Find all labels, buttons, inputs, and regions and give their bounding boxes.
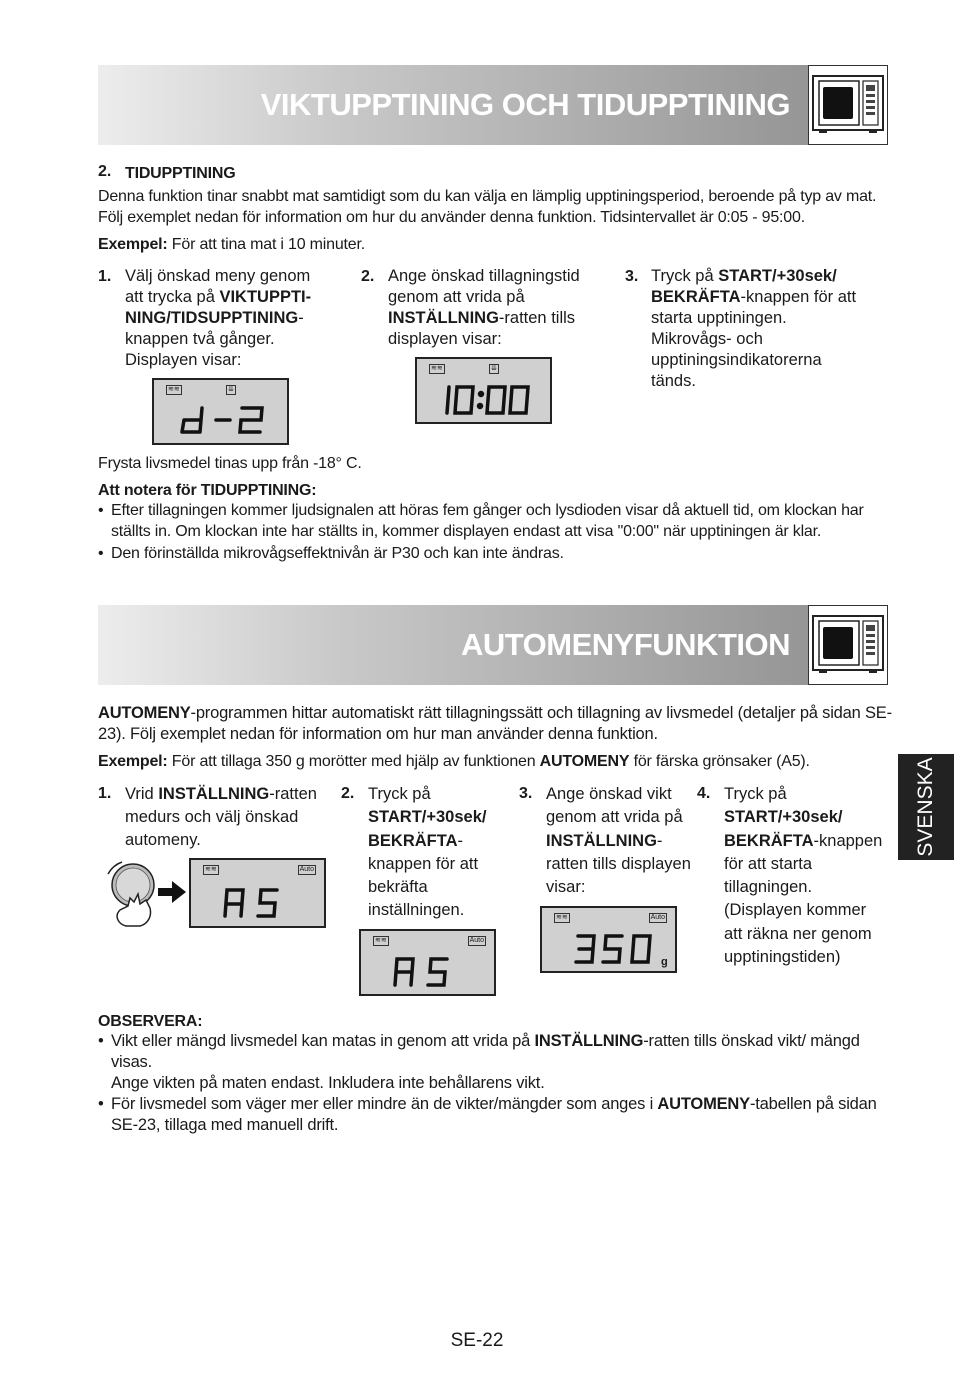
step-text — [125, 266, 330, 371]
step-text — [651, 266, 866, 392]
example-text: För att tina mat i 10 minuter. — [167, 236, 365, 253]
example-text: För att tillaga 350 g morötter med hjälp av funktionen — [167, 753, 540, 770]
obs-item — [111, 1094, 892, 1136]
heading-number: 2. — [98, 163, 112, 180]
intro-paragraph: Denna funktion tinar snabbt mat samtidigt som du kan välja en lämplig upptiningsperiod, beroende på typ av mat. Följ exemplet nedan för information om hur du använder denna funktion. Tidsintervallet är 0:05 - 95:00. — [98, 188, 877, 226]
step-text-part: -knappen för att starta upptiningen. Mikrovågs- och upptiningsindikatorerna tänds. — [651, 288, 857, 390]
section-heading: TIDUPPTINING — [125, 165, 236, 182]
dial-hand-icon — [100, 858, 190, 935]
step-number: 3. — [625, 268, 639, 285]
lcd-display — [540, 906, 677, 973]
step-text — [546, 783, 696, 899]
button-name: VIKTUPPTI-NING/TIDSUPPTINING — [125, 288, 312, 327]
step-text-part: Ange önskad vikt genom att vrida på — [546, 785, 683, 827]
defrost-indicator-icon: ⇊ — [491, 365, 497, 372]
auto-badge: Auto — [299, 866, 314, 873]
obs-bold: INSTÄLLNING — [534, 1032, 644, 1050]
example-bold: AUTOMENY — [539, 753, 630, 770]
microwave-indicator-icon: ≋≋ — [556, 914, 568, 921]
step-text-part: Tryck på — [724, 785, 787, 803]
lcd-digits — [154, 380, 287, 443]
microwave-indicator-icon: ≋≋ — [168, 386, 180, 393]
step-text-part: -knappen två gånger. Displayen visar: — [125, 309, 304, 369]
note-item: Den förinställda mikrovågseffektnivån är P30 och kan inte ändras. — [111, 545, 564, 562]
step-text — [388, 266, 603, 350]
example-label: Exempel: — [98, 236, 168, 253]
frozen-note: Frysta livsmedel tinas upp från -18° C. — [98, 455, 362, 472]
defrost-indicator-icon: ⇊ — [228, 386, 234, 393]
step-text-part: -ratten tills displayen visar: — [388, 309, 576, 348]
step-number: 1. — [98, 268, 112, 285]
intro-text: -programmen hittar automatiskt rätt tillagningssätt och tillagning av livsmedel (detaljer på sidan SE-23). Följ exemplet nedan för information om hur man använder denna funktion. — [98, 704, 892, 743]
bullet-icon: • — [98, 545, 104, 562]
microwave-indicator-icon: ≋≋ — [375, 937, 387, 944]
unit-label: g — [661, 956, 668, 968]
obs-item — [111, 1031, 892, 1073]
auto-badge: Auto — [650, 914, 665, 921]
lcd-display — [415, 357, 552, 424]
example-text: för färska grönsaker (A5). — [629, 753, 810, 770]
lcd-digits — [542, 908, 675, 971]
lcd-digits — [417, 359, 550, 422]
lcd-digits — [191, 860, 324, 926]
section-title: AUTOMENYFUNKTION — [461, 627, 790, 662]
bullet-icon: • — [98, 502, 104, 519]
step-text-part: -knappen för att starta tillagningen. (Displayen kommer att räkna ner genom upptiningstiden) — [724, 831, 883, 967]
microwave-icon — [808, 605, 888, 685]
obs-bold: AUTOMENY — [657, 1095, 750, 1113]
obs-text: -ratten tills önskad vikt/ mängd visas. — [111, 1032, 860, 1071]
obs-text: Vikt eller mängd livsmedel kan matas in genom att vrida på — [111, 1032, 535, 1050]
step-number: 3. — [519, 785, 533, 802]
step-text-part: -ratten tills displayen visar: — [546, 831, 691, 897]
button-name: START/+30sek/ BEKRÄFTA — [651, 267, 837, 306]
microwave-indicator-icon: ≋≋ — [431, 365, 443, 372]
section-banner-defrost — [98, 65, 888, 145]
lcd-digits — [361, 931, 494, 994]
auto-badge: Auto — [469, 937, 484, 944]
automenu-intro — [98, 703, 892, 745]
bullet-icon: • — [98, 1095, 104, 1113]
obs-continuation: Ange vikten på maten endast. Inkludera inte behållarens vikt. — [111, 1074, 545, 1092]
example-line — [98, 751, 810, 772]
obs-heading: OBSERVERA: — [98, 1013, 203, 1030]
step-text-part: Vrid — [125, 785, 159, 803]
step-text-part: Tryck på — [651, 267, 719, 285]
lcd-display — [189, 858, 326, 928]
button-name: START/+30sek/ BEKRÄFTA — [368, 808, 487, 850]
section-title: VIKTUPPTINING OCH TIDUPPTINING — [260, 87, 790, 122]
step-text-part: Ange önskad tillagningstid genom att vrida på — [388, 267, 580, 306]
step-text — [368, 783, 503, 923]
example-line — [98, 234, 365, 255]
lcd-display — [359, 929, 496, 996]
step-text-part: Tryck på — [368, 785, 431, 803]
microwave-icon — [808, 65, 888, 145]
button-name: INSTÄLLNING — [546, 831, 657, 850]
step-number: 2. — [361, 268, 375, 285]
step-text-part: -ratten medurs och välj önskad automeny. — [125, 785, 317, 849]
page-number: SE-22 — [450, 1330, 504, 1351]
obs-text: -tabellen på sidan SE-23, tillaga med manuell drift. — [111, 1095, 877, 1134]
step-text — [125, 783, 335, 852]
lcd-display — [152, 378, 289, 445]
notes-heading: Att notera för TIDUPPTINING: — [98, 482, 317, 499]
language-tab — [898, 754, 954, 860]
button-name: START/+30sek/ BEKRÄFTA — [724, 808, 843, 850]
button-name: INSTÄLLNING — [388, 309, 499, 327]
step-number: 1. — [98, 785, 112, 802]
step-text-part: Välj önskad meny genom att trycka på — [125, 267, 311, 306]
language-label: SVENSKA — [914, 757, 937, 857]
section-banner-automenu — [98, 605, 888, 685]
intro-bold: AUTOMENY — [98, 704, 191, 722]
button-name: INSTÄLLNING — [158, 785, 270, 803]
note-item: Efter tillagningen kommer ljudsignalen att höras fem gånger och lysdioden visar då aktuell tid, om klockan har ställts in. Om klockan inte har ställts in, kommer displayen endast att visa "0:00" när upptiningen är klar. — [111, 502, 864, 540]
step-number: 2. — [341, 785, 355, 802]
microwave-indicator-icon: ≋≋ — [205, 866, 217, 873]
obs-text: För livsmedel som väger mer eller mindre än de vikter/mängder som anges i — [111, 1095, 658, 1113]
step-text — [724, 783, 884, 969]
example-label: Exempel: — [98, 753, 168, 770]
bullet-icon: • — [98, 1032, 104, 1050]
step-number: 4. — [697, 785, 711, 802]
step-text-part: -knappen för att bekräfta inställningen. — [368, 831, 479, 920]
